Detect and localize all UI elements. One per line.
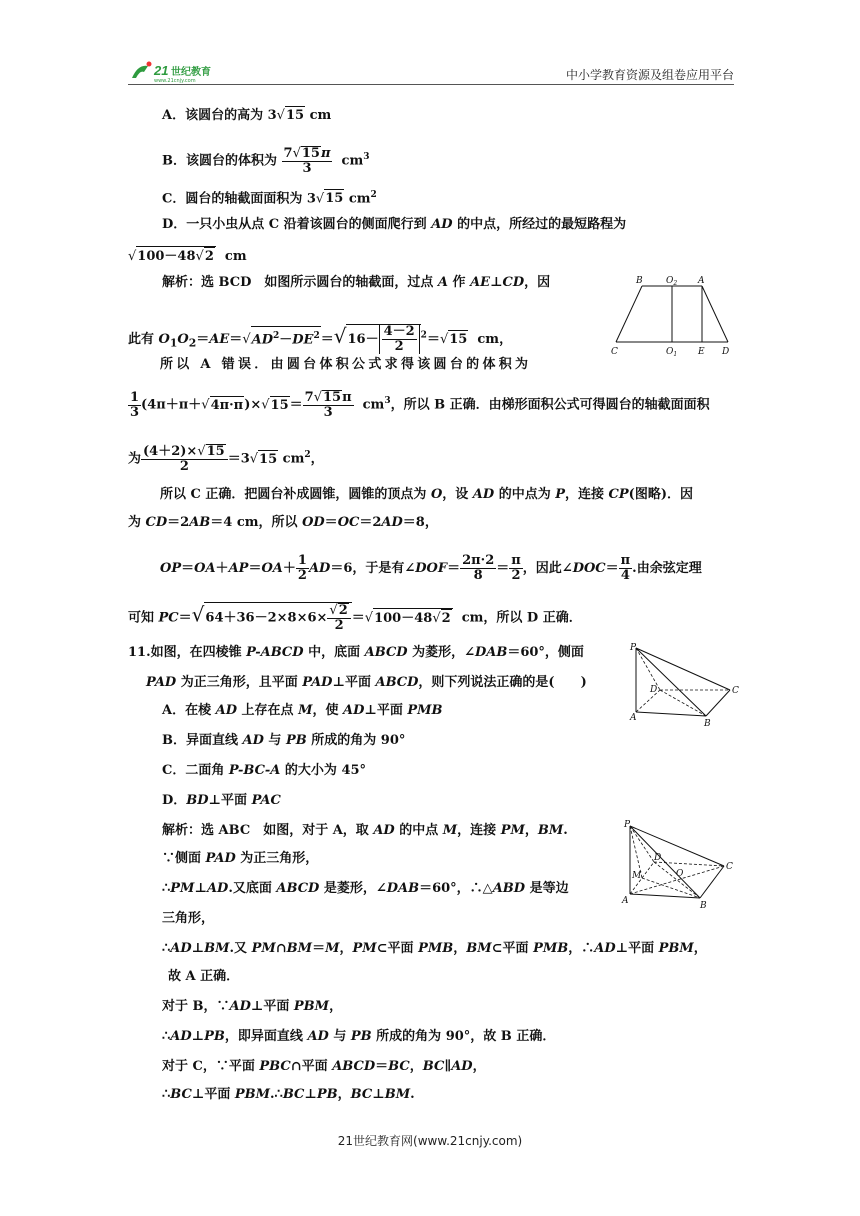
q11-solution-line10: ∴BC⊥平面 PBM.∴BC⊥PB，BC⊥BM. [162,1087,415,1102]
svg-text:O1: $O_1$ [666,347,678,358]
volume-fraction: $\frac{7√15\pi}{3}$ [283,146,331,176]
q10-option-a: A．该圆台的高为 3√15 cm [162,108,332,123]
q11-solution-line8: ∴AD⊥PB，即异面直线 AD 与 PB 所成的角为 90°，故 B 正确． [162,1029,556,1044]
svg-text:21: 21 [154,63,169,78]
q10-solution-line8: OP＝OA＋AP＝OA＋ $\frac{1}{2}$ AD＝6，于是有∠DOF＝ $\frac{2\pi\cdot 2}{8}$ ＝ $\frac{\pi}{2}$ ，因此∠DOC＝ $\frac{\pi}{4}$ .由余弦定理 [160,553,702,583]
q11-option-c: C．二面角 P-BC-A 的大小为 45° [162,763,367,778]
q11-option-a: A．在棱 AD 上存在点 M，使 AD⊥平面 PMB [162,703,443,718]
q10-option-c: C．圆台的轴截面面积为 3√15 $cm^2$ [162,190,377,207]
page-footer: 21世纪教育网(www.21cnjy.com) [337,1134,523,1148]
svg-text:D: D [650,685,658,695]
q10-solution-line4: $\frac{1}{3}$ (4π＋π＋√4π·π)×√15＝ $\frac{7√15\pi}{3}$ $cm^3$，所以 B 正确．由梯形面积公式可得圆台的轴截面面积 [130,389,710,420]
svg-text:B: B [704,719,711,729]
svg-text:A: A [698,276,705,286]
svg-text:O2: $O_2$ [666,276,678,287]
svg-text:A: A [630,713,637,723]
svg-text:O: O [676,869,684,879]
q11-solution-line7: 对于 B，∵AD⊥平面 PBM， [162,999,343,1014]
q10-solution-line3: 所以 A 错误．由圆台体积公式求得该圆台的体积为 [160,357,532,372]
svg-text:C: C [611,347,618,357]
pyramid-with-midpoint-figure [620,818,740,914]
svg-text:B: B [636,276,643,286]
header-platform-text: 中小学教育资源及组卷应用平台 [565,68,734,82]
q11-solution-line1: 解析：选 ABC 如图，对于 A，取 AD 的中点 M，连接 PM，BM. [162,823,568,838]
q10-option-d: D．一只小虫从点 C 沿着该圆台的侧面爬行到 AD 的中点，所经过的最短路程为 [162,217,627,232]
svg-text:C: C [726,862,733,872]
q10-solution-line6: 所以 C 正确．把圆台补成圆锥，圆锥的顶点为 O，设 AD 的中点为 P，连接 CP(图略)．因 [160,487,693,502]
page-header [128,58,734,86]
header-divider [128,84,734,85]
svg-text:M: M [632,871,642,881]
q11-solution-line5: ∴AD⊥BM.又 PM∩BM＝M，PM⊂平面 PMB，BM⊂平面 PMB，∴AD⊥平面 PBM， [162,941,707,956]
svg-text:世纪教育: 世纪教育 [171,67,211,78]
q11-solution-line9: 对于 C，∵平面 PBC∩平面 ABCD＝BC，BC∥AD， [162,1059,486,1074]
svg-text:B: B [700,901,707,911]
q10-solution-line2: 此有 $O_1O_2=AE=√AD^2-DE^2=√16-$ $\frac{4-2}{2}$ $^2$＝√15 cm， [128,324,513,354]
q10-solution-line7: 为 CD＝2AB＝4 cm，所以 OD＝OC＝2AD＝8， [128,515,438,530]
q10-option-d-cont: √100－48√2 cm [128,246,247,266]
site-logo [128,58,228,84]
q11-stem-line1: 11.如图，在四棱锥 P-ABCD 中，底面 ABCD 为菱形，∠DAB＝60°，侧面 [128,645,584,660]
svg-text:C: C [732,686,739,696]
svg-text:D: D [654,853,662,863]
svg-text:P: P [624,820,631,830]
svg-text:www.21cnjy.com: www.21cnjy.com [154,78,196,84]
q10-solution-line9: 可知 PC＝√64＋36－2×8×6× $\frac{√2}{2}$ ＝√100－48√2 cm，所以 D 正确． [128,602,582,633]
pyramid-figure [628,640,744,730]
q10-solution-line5: 为 $\frac{(4+2)\times√15}{2}$ ＝3√15 $cm^2$， [128,444,324,474]
svg-text:A: A [622,896,629,906]
q11-solution-line4: 三角形， [162,911,215,926]
q11-solution-line6: 故 A 正确． [168,969,240,984]
q11-solution-line2: ∵侧面 PAD 为正三角形， [162,851,319,866]
svg-text:P: P [630,643,637,653]
q10-option-b: B．该圆台的体积为 $\frac{7√15\pi}{3}$ $cm^3$ [162,146,370,176]
svg-text:D: D [722,347,730,357]
q11-stem-line2: PAD 为正三角形，且平面 PAD⊥平面 ABCD，则下列说法正确的是( ) [146,675,587,690]
svg-text:E: E [698,347,705,357]
frustum-axial-section-figure [608,272,738,358]
q11-option-d: D．BD⊥平面 PAC [162,793,281,808]
q11-solution-line3: ∴PM⊥AD.又底面 ABCD 是菱形，∠DAB＝60°，∴△ABD 是等边 [162,881,569,896]
q10-solution-line1: 解析：选 BCD 如图所示圆台的轴截面，过点 A 作 AE⊥CD，因 [162,275,551,290]
q11-option-b: B．异面直线 AD 与 PB 所成的角为 90° [162,733,406,748]
